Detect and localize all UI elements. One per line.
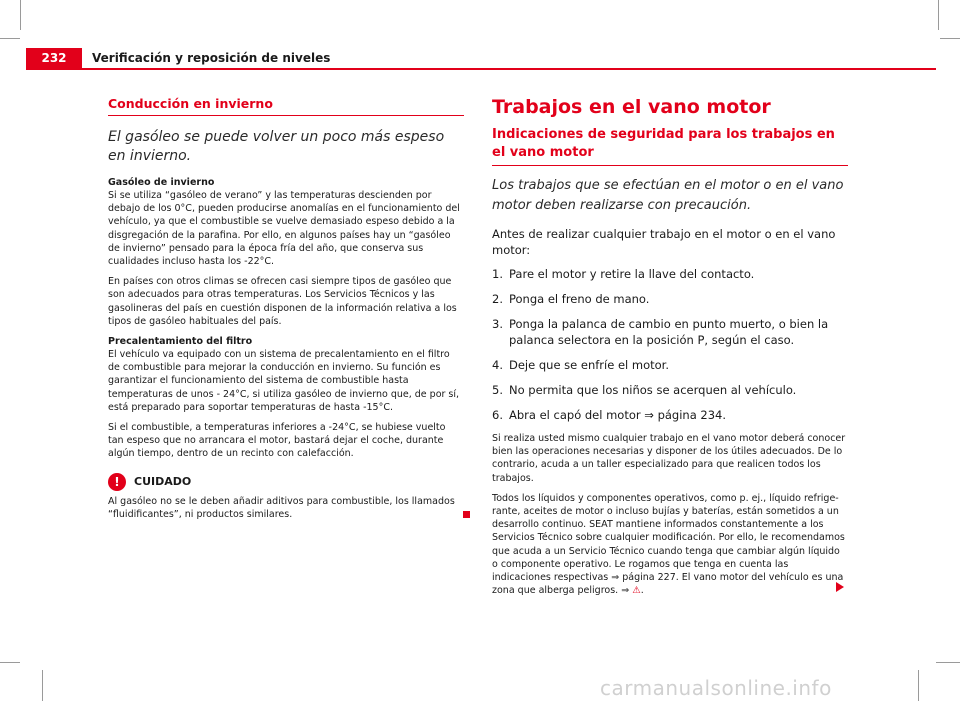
section-title: Conducción en invierno: [108, 96, 464, 116]
caution-label: CUIDADO: [134, 475, 192, 489]
list-item: 2. Ponga el freno de mano.: [492, 292, 650, 306]
paragraph: Si se utiliza “gasóleo de verano” y las temperaturas descienden por debajo de los 0°C, pueden producirse anomalías en el funcionamiento del vehículo, ya que el combustible se vuelve demasiado espeso debido a la disgregación de la parafina. Por ello, en algunos países hay un “gasóleo de invierno” pensado para la época fría del año, que conserva sus cualidades incluso hasta los -22°C.: [108, 190, 460, 268]
page-link[interactable]: Abra el capó del motor ⇒ página 234.: [509, 408, 727, 422]
subheading: Precalentamiento del filtro: [108, 336, 253, 348]
list-item: 6. Abra el capó del motor ⇒ página 234.: [492, 408, 727, 422]
paragraph: Todos los líquidos y componentes operativos, como p. ej., líquido refrigerante, aceites de motor o incluso bujías y baterías, están sometidos a un desarrollo continuo. SEAT mantiene informados constantemente a los Servicios Técnico sobre cualquier modificación. Por ello, le recomendamos que acuda a un Servicio Técnico cuando tenga que cambiar algún líquido o componente operativo. Le rogamos que tenga en cuenta las indicaciones respectivas ⇒ página 227. El vano motor del vehículo es una zona que alberga peligros. ⇒ ⚠.: [492, 492, 845, 597]
watermark: carmanualsonline.info: [600, 676, 832, 700]
chapter-title: Trabajos en el vano motor: [492, 96, 771, 118]
page-title: Verificación y reposición de niveles: [92, 51, 331, 65]
list-item: 1. Pare el motor y retire la llave del contacto.: [492, 267, 755, 281]
caution-box: [108, 473, 464, 521]
list-item: 5. No permita que los niños se acerquen al vehículo.: [492, 383, 797, 397]
crop-mark: [0, 662, 20, 663]
paragraph: Si realiza usted mismo cualquier trabajo en el vano motor deberá conocer bien las operaciones necesarias y disponer de los útiles adecuados. De lo contrario, acuda a un taller especializado para que realicen todos los trabajos.: [492, 433, 846, 484]
crop-mark: [936, 662, 960, 663]
paragraph: El vehículo va equipado con un sistema de precalentamiento en el filtro de combustible para mejorar la conducción en invierno. Su función es garantizar el funcionamiento del sistema de combustible hasta temperaturas de unos - 24°C, si utiliza gasóleo de invierno que, de por sí, está preparado para soportar temperaturas de hasta -15°C.: [108, 349, 460, 413]
caution-text: Al gasóleo no se le deben añadir aditivos para combustible, los llamados “fluidificantes”, ni productos similares.: [108, 495, 455, 520]
paragraph: Si el combustible, a temperaturas inferiores a -24°C, se hubiese vuelto tan espeso que no arrancara el motor, bastará dejar el coche, durante algún tiempo, dentro de un recinto con calefacción.: [108, 422, 446, 460]
section-title: Indicaciones de seguridad para los trabajos en el vano motor: [492, 126, 848, 166]
steps-list: [492, 266, 848, 423]
right-column: [492, 96, 848, 604]
lead-text: Antes de realizar cualquier trabajo en el motor o en el vano motor:: [492, 227, 836, 257]
subheading: Gasóleo de invierno: [108, 177, 215, 188]
crop-mark: [0, 38, 20, 39]
paragraph: En países con otros climas se ofrecen casi siempre tipos de gasóleo que son adecuados para otras temperaturas. Los Servicios Técnicos y las gasolineras del país en cuestión disponen de la información relativa a los tipos de gasóleo habituales del país.: [108, 276, 457, 327]
header-rule: [26, 68, 936, 70]
page-number: 232: [26, 48, 82, 68]
list-item: 3. Ponga la palanca de cambio en punto muerto, o bien la palanca selectora en la posición P, según el caso.: [492, 317, 829, 347]
crop-mark: [940, 38, 960, 39]
continue-arrow-icon: [836, 582, 844, 592]
crop-mark: [20, 0, 21, 30]
left-column: [108, 96, 464, 528]
crop-mark: [42, 670, 43, 701]
warning-icon[interactable]: ⚠: [632, 585, 641, 597]
end-of-section-marker: [463, 511, 470, 518]
caution-icon: !: [108, 473, 126, 491]
list-item: 4. Deje que se enfríe el motor.: [492, 358, 670, 372]
intro-text: Los trabajos que se efectúan en el motor o en el vano motor deben realizarse con precaución.: [492, 178, 844, 213]
intro-text: El gasóleo se puede volver un poco más espeso en invierno.: [108, 129, 445, 164]
crop-mark: [938, 0, 939, 30]
crop-mark: [918, 670, 919, 701]
